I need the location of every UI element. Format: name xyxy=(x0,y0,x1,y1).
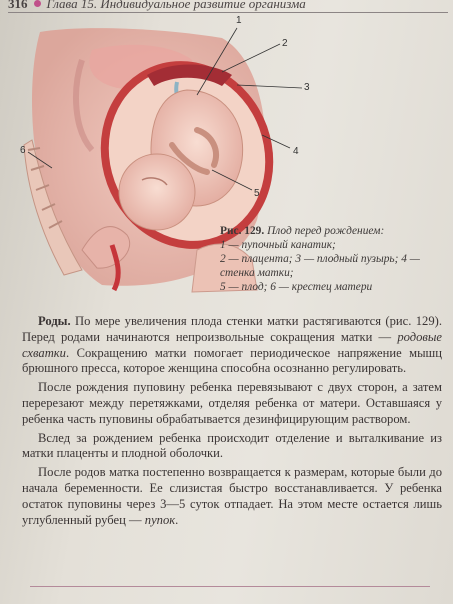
caption-legend-line: 5 — плод; 6 — крестец матери xyxy=(220,281,373,293)
paragraph: Вслед за рождением ребенка происходит отделение и выталкивание из матки плаценты и плодной оболочки. xyxy=(22,430,442,461)
caption-legend-line: 1 — пупочный канатик; xyxy=(220,239,336,251)
figure-marker-2: 2 xyxy=(282,38,288,49)
paragraph xyxy=(22,314,442,377)
chapter-title: Глава 15. Индивидуальное развитие организма xyxy=(46,0,306,11)
paragraph-text: . xyxy=(175,512,179,527)
paragraph-text: . Сокращению матки помогает периодическое напряжение мышц брюшного пресса, которое женщина способна осознанно регулировать. xyxy=(22,345,442,376)
caption-title: Плод перед рождением: xyxy=(267,225,385,237)
bullet-icon xyxy=(34,0,41,7)
paragraph-text: После родов матка постепенно возвращается к размерам, которые были до начала беременности. Ее слизистая быстро восстанавливается. У ребенка остаток пуповины через 3—5 суток отпадает. На этом месте остается лишь углубленный рубец — xyxy=(22,465,442,527)
paragraph: После рождения пуповину ребенка перевязывают с двух сторон, а затем перерезают между перетяжками, отделяя ребенка от матери. Оставшаяся у ребенка часть пуповины обрабатывается дезинфицирующим раствором. xyxy=(22,380,442,426)
term: родовые схватки xyxy=(22,329,442,360)
paragraph-text: По мере увеличения плода стенки матки растягиваются (рис. 129). Перед родами начинаются непроизвольные сокращения матки — xyxy=(22,314,442,344)
divider xyxy=(30,586,430,587)
figure-marker-1: 1 xyxy=(236,15,242,26)
body-text xyxy=(22,314,442,531)
term: пупок xyxy=(144,512,176,527)
section-heading: Роды. xyxy=(38,314,71,328)
page-number: 316 xyxy=(8,0,28,11)
figure-caption xyxy=(220,224,445,294)
figure-marker-4: 4 xyxy=(293,146,299,157)
fetus-head xyxy=(119,154,195,230)
caption-label: Рис. 129. xyxy=(220,225,265,237)
figure-marker-3: 3 xyxy=(304,82,310,93)
page-header xyxy=(8,0,448,13)
figure-marker-5: 5 xyxy=(254,188,260,199)
figure-marker-6: 6 xyxy=(20,145,26,156)
caption-legend-line: 2 — плацента; 3 — плодный пузырь; 4 — стенка матки; xyxy=(220,253,420,279)
paragraph xyxy=(22,465,442,528)
